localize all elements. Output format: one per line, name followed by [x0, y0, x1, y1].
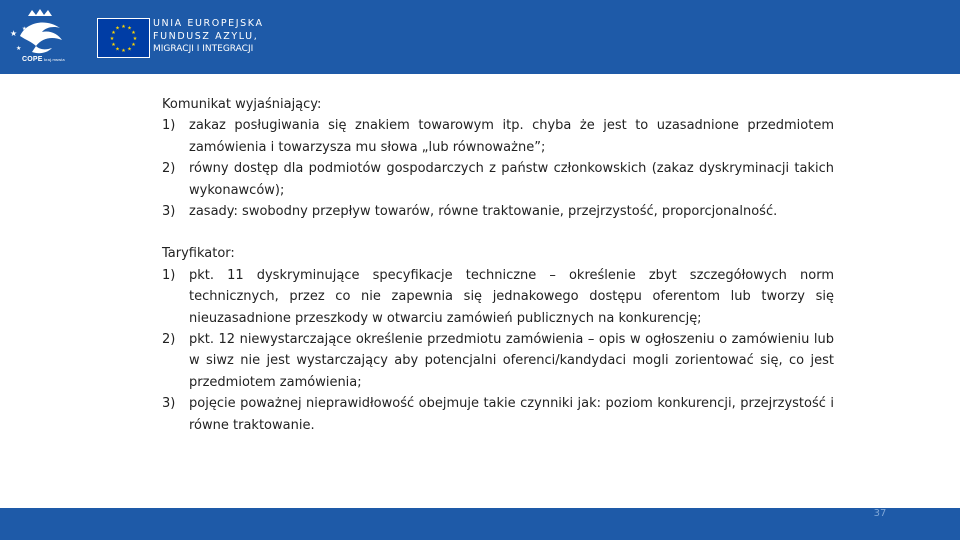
svg-text:★: ★	[115, 46, 120, 53]
list-text: zasady: swobodny przepływ towarów, równe traktowanie, przejrzystość, proporcjonalność.	[189, 204, 778, 220]
svg-text:★: ★	[121, 24, 126, 30]
list-item	[162, 201, 834, 222]
svg-text:★: ★	[10, 29, 18, 38]
svg-text:★: ★	[22, 26, 27, 32]
list-text: równy dostęp dla podmiotów gospodarczych z państw członkowskich (zakaz dyskryminacji takich wykonawców);	[189, 161, 834, 198]
svg-text:★: ★	[111, 30, 116, 36]
svg-text:★: ★	[16, 46, 22, 52]
svg-text:★: ★	[127, 46, 132, 53]
fund-title	[153, 18, 264, 56]
list-number: 1)	[162, 118, 176, 134]
slide-content	[162, 94, 834, 436]
header-bar	[0, 0, 960, 74]
fund-line-3: MIGRACJI I INTEGRACJI	[153, 44, 254, 54]
list-item	[162, 393, 834, 436]
svg-text:★: ★	[121, 48, 126, 54]
section-heading: Taryfikator:	[162, 246, 235, 262]
svg-text:★: ★	[131, 42, 136, 48]
list-number: 2)	[162, 161, 176, 177]
list-text: pkt. 12 niewystarczające określenie przedmiotu zamówienia – opis w ogłoszeniu o zamówieniu lub w siwz nie jest wystarczający aby potencjalni oferenci/kandydaci mogli zorientować się, co jest przedmiotem zamówienia;	[189, 332, 834, 390]
footer-bar	[0, 508, 960, 540]
section-komunikat	[162, 94, 834, 222]
svg-text:★: ★	[111, 42, 116, 48]
section-heading: Komunikat wyjaśniający:	[162, 97, 322, 112]
fund-line-2: FUNDUSZ AZYLU,	[153, 30, 259, 42]
svg-text:★: ★	[131, 30, 136, 36]
fund-line-1: UNIA EUROPEJSKA	[153, 18, 264, 29]
list-item	[162, 115, 834, 158]
svg-text:★: ★	[109, 36, 115, 42]
list-item	[162, 265, 834, 329]
svg-text:★: ★	[115, 25, 120, 32]
komunikat-list	[162, 115, 834, 222]
cope-logo-text: COPE kraj.mswia	[22, 56, 65, 63]
list-number: 2)	[162, 332, 176, 348]
svg-text:★: ★	[132, 36, 138, 42]
eu-flag-icon	[97, 18, 150, 58]
list-text: zakaz posługiwania się znakiem towarowym itp. chyba że jest to uzasadnione przedmiotem zamówienia i towarzysza mu słowa „lub równoważne”;	[189, 118, 834, 155]
svg-text:★: ★	[127, 25, 132, 32]
list-number: 3)	[162, 204, 176, 220]
page-number: 37	[873, 508, 887, 519]
list-text: pkt. 11 dyskryminujące specyfikacje techniczne – określenie zbyt szczegółowych norm technicznych, przez co nie zapewnia się jednakowego dostępu oferentom lub tworzy się nieuzasadnione przeszkody w otwarciu zamówień publicznych na konkurencję;	[189, 267, 834, 326]
section-taryfikator	[162, 243, 834, 436]
taryfikator-list	[162, 265, 834, 436]
list-number: 1)	[162, 267, 176, 283]
list-text: pojęcie poważnej nieprawidłowość obejmuje takie czynniki jak: poziom konkurencji, przejrzystość i równe traktowanie.	[189, 396, 834, 433]
list-item	[162, 158, 834, 201]
list-item	[162, 329, 834, 393]
list-number: 3)	[162, 396, 176, 412]
